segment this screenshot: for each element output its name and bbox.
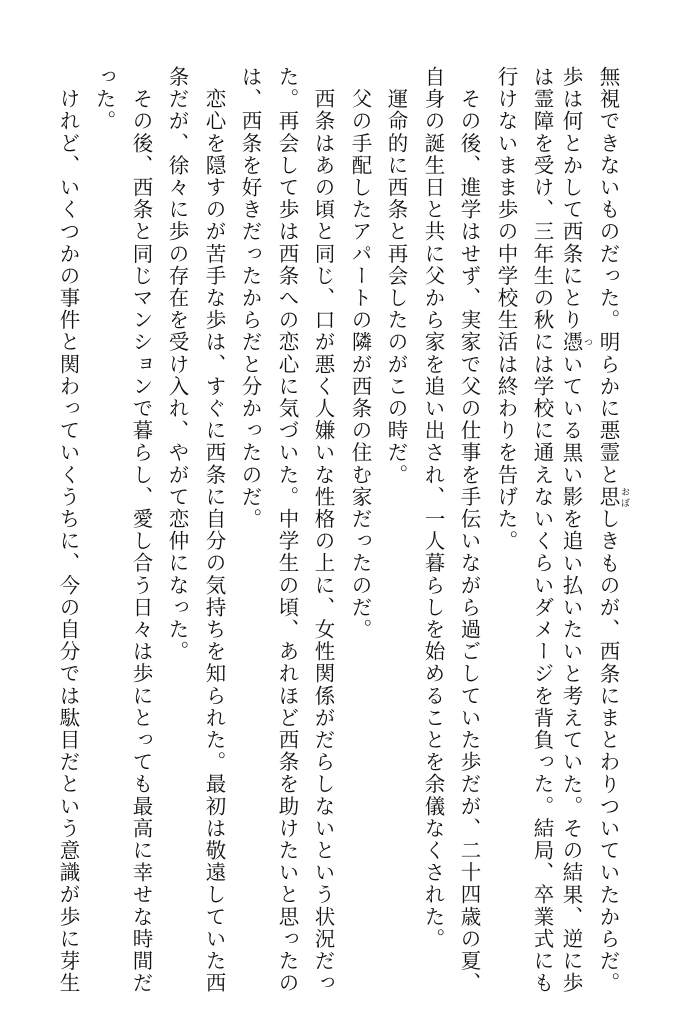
text-line: 行けないまま歩の中学校生活は終わりを告げた。 — [494, 66, 518, 553]
ruby-word: 思 おぼ — [596, 485, 629, 509]
text-line: った。 — [92, 66, 116, 133]
text-line — [596, 66, 629, 995]
text-segment: 無視できないものだった。明らかに悪霊と — [596, 66, 620, 486]
text-segment: 歩は何とかして西条にとり — [559, 66, 583, 332]
text-line: けれど、いくつかの事件と関わっていくうちに、今の自分では駄目だという意識が歩に芽生 — [56, 66, 80, 995]
text-line: 運命的に西条と再会したのがこの時だ。 — [384, 66, 408, 486]
text-line: 自身の誕生日と共に父から家を追い出され、一人暮らしを始めることを余儀なくされた。 — [421, 66, 445, 950]
text-line: は、西条を好きだったからだと分かったのだ。 — [238, 66, 262, 531]
text-line: 西条はあの頃と同じ、口が悪く人嫌いな性格の上に、女性関係がだらしないという状況だっ — [311, 66, 335, 995]
text-line: 条だが、徐々に歩の存在を受け入れ、やがて恋仲になった。 — [165, 66, 189, 663]
text-line: 父の手配したアパートの隣が西条の住む家だったのだ。 — [348, 66, 372, 641]
text-line: 恋心を隠すのが苦手な歩は、すぐに西条に自分の気持ちを知られた。最初は敬遠していた西 — [202, 66, 226, 995]
text-line: は霊障を受け、三年生の秋には学校に通えないくらいダメージを背負った。結局、卒業式にも — [530, 66, 554, 995]
text-segment: しきものが、西条にまとわりついていたからだ。 — [596, 508, 620, 995]
text-line: その後、西条と同じマンションで暮らし、愛し合う日々は歩にとっても最高に幸せな時間だ — [129, 66, 153, 995]
ruby-word: 憑 つ — [559, 331, 592, 354]
text-line: その後、進学はせず、実家で父の仕事を手伝いながら過ごしていた歩だが、二十四歳の夏、 — [457, 66, 481, 995]
text-segment: いている黒い影を追い払いたいと考えていた。その結果、逆に歩 — [559, 353, 583, 995]
text-line — [559, 66, 592, 995]
text-line: た。再会して歩は西条への恋心に気づいた。中学生の頃、あれほど西条を助けたいと思ったの — [275, 66, 299, 995]
